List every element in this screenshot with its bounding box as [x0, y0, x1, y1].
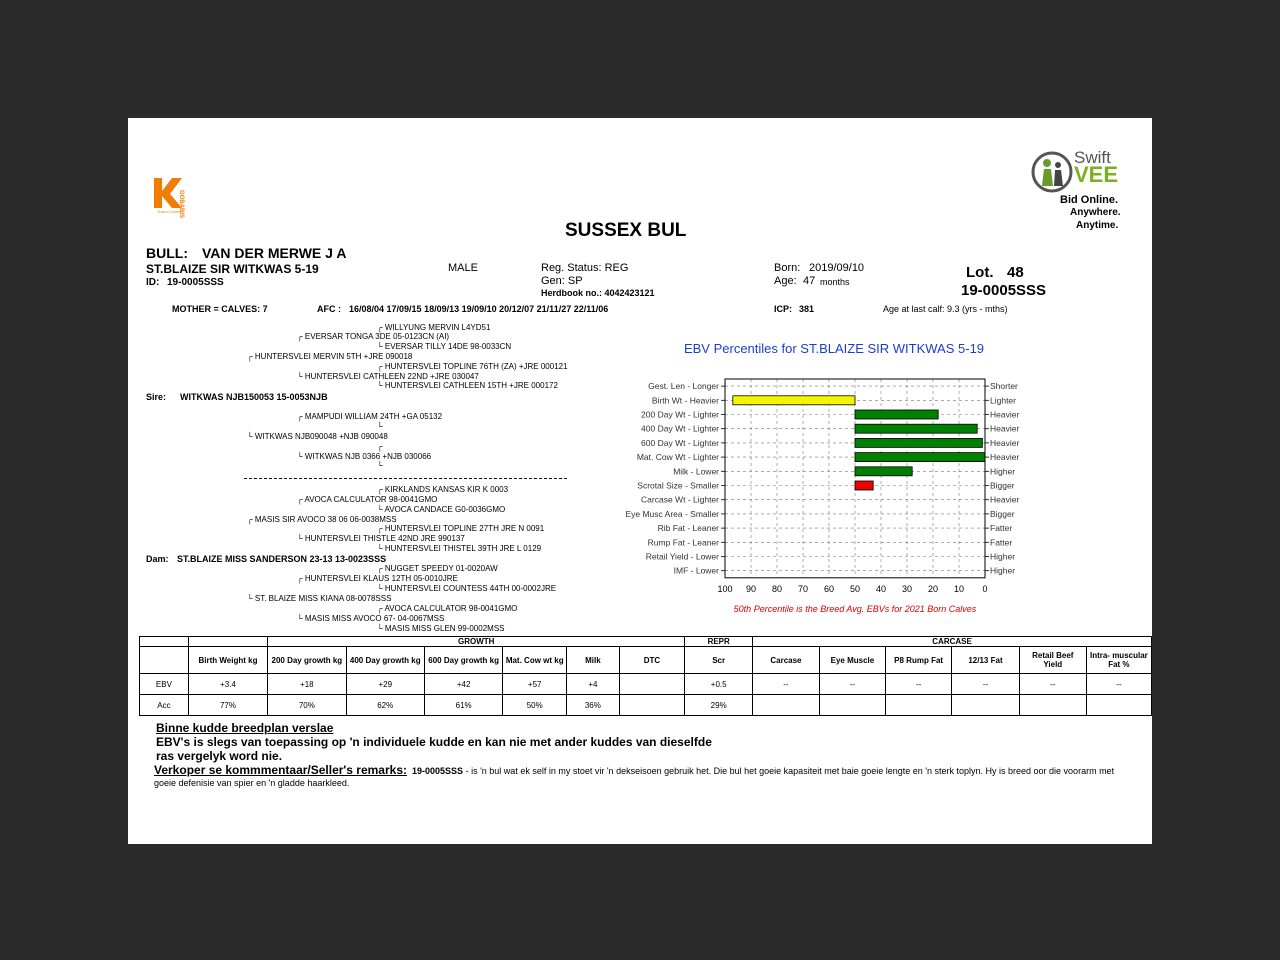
afc-label: AFC :: [317, 304, 341, 314]
ebv-table: [139, 636, 1152, 716]
age-label: Age:: [774, 275, 797, 287]
pedigree-entry: └ MASIS MISS AVOCO 67- 04-0067MSS: [297, 614, 445, 623]
table-cell: --: [886, 674, 952, 695]
table-row-label: EBV: [140, 674, 189, 695]
table-cell: [886, 695, 952, 716]
table-column-header: 12/13 Fat: [952, 647, 1020, 674]
herdbook-no: Herdbook no.: 4042423121: [541, 288, 655, 298]
pedigree-entry: └ ST. BLAIZE MISS KIANA 08-0078SSS: [247, 594, 392, 603]
table-cell: [819, 695, 885, 716]
table-cell: 77%: [188, 695, 267, 716]
table-cell: +0.5: [685, 674, 753, 695]
pedigree-entry: └: [377, 422, 383, 431]
bull-label: BULL:: [146, 245, 188, 261]
chart-category-label: IMF - Lower: [673, 565, 719, 576]
chart-category-right-label: Heavier: [990, 409, 1020, 420]
logo-tagline-3: Anytime.: [1076, 220, 1119, 231]
chart-x-tick-label: 40: [875, 583, 887, 594]
chart-category-label: 400 Day Wt - Lighter: [641, 423, 719, 434]
age-last-calf: Age at last calf: 9.3 (yrs - mths): [883, 304, 1008, 314]
remarks-text: - is 'n bul wat ek self in my stoet vir 'n dekseisoen gebruik het. Die bul het goeie kapasiteit met baie goeie lengte en 'n sterk toplyn. Hy is breed oor die voorarm met goeie defenisie van spier en 'n gladde haarkleed.: [154, 766, 1115, 788]
swiftvee-emblem-icon: [1030, 150, 1074, 194]
table-column-header: P8 Rump Fat: [886, 647, 952, 674]
icp-label: ICP:: [774, 304, 792, 314]
chart-category-label: Scrotal Size - Smaller: [637, 480, 719, 491]
afc-values: 16/08/04 17/09/15 18/09/13 19/09/10 20/12/07 21/11/27 22/11/06: [349, 304, 609, 314]
table-cell: [619, 674, 685, 695]
table-group-header: CARCASE: [753, 637, 1152, 647]
sex: MALE: [448, 262, 478, 274]
table-cell: 36%: [567, 695, 620, 716]
pedigree-entry: ┌ NUGGET SPEEDY 01-0020AW: [377, 564, 498, 573]
born-label: Born:: [774, 262, 801, 274]
lot-label: Lot.: [966, 264, 994, 281]
chart-category-right-label: Heavier: [990, 423, 1020, 434]
table-column-header: Scr: [685, 647, 753, 674]
age-value: 47: [803, 275, 816, 287]
pedigree-entry: └ HUNTERSVLEI THISTLE 42ND JRE 990137: [297, 534, 465, 543]
sire-name: WITKWAS NJB150053 15-0053NJB: [180, 392, 328, 402]
lot-number: 48: [1007, 264, 1024, 281]
chart-category-label: Rib Fat - Leaner: [657, 523, 719, 534]
pedigree-entry: └ EVERSAR TILLY 14DE 98-0033CN: [377, 342, 512, 351]
table-cell: +42: [424, 674, 502, 695]
pedigree-entry: ┌ MASIS SIR AVOCO 38 06 06-0038MSS: [247, 515, 397, 524]
remarks-label: Verkoper se kommmentaar/Seller's remarks:: [154, 763, 407, 777]
pedigree-entry: └ WITKWAS NJB090048 +NJB 090048: [247, 432, 388, 441]
table-column-header: Retail Beef Yield: [1019, 647, 1086, 674]
table-cell: 50%: [503, 695, 567, 716]
chart-x-tick-label: 10: [953, 583, 965, 594]
table-cell: [140, 637, 189, 647]
chart-category-label: Birth Wt - Heavier: [651, 395, 719, 406]
chart-category-label: 200 Day Wt - Lighter: [641, 409, 719, 420]
chart-x-tick-label: 30: [901, 583, 913, 594]
chart-category-right-label: Higher: [990, 551, 1016, 562]
table-column-header: 600 Day growth kg: [424, 647, 502, 674]
table-cell: +57: [503, 674, 567, 695]
pedigree-entry: ┌ KIRKLANDS KANSAS KIR K 0003: [377, 485, 509, 494]
age-unit: months: [820, 277, 850, 287]
ebv-chart-svg: [598, 336, 1068, 621]
table-cell: +18: [268, 674, 346, 695]
logo-swift: Swift: [1074, 148, 1111, 167]
table-cell: --: [819, 674, 885, 695]
table-cell: [1019, 695, 1086, 716]
chart-category-right-label: Fatter: [990, 537, 1013, 548]
table-row-label: Acc: [140, 695, 189, 716]
pedigree-entry: └ HUNTERSVLEI COUNTESS 44TH 00-0002JRE: [377, 584, 557, 593]
sire-label: Sire:: [146, 392, 167, 402]
pedigree-entry: ┌: [377, 442, 383, 451]
table-column-header: DTC: [619, 647, 685, 674]
table-column-header: 200 Day growth kg: [268, 647, 346, 674]
owner-name: VAN DER MERWE J A: [202, 245, 347, 261]
chart-category-label: Retail Yield - Lower: [645, 551, 719, 562]
pedigree-entry: ┌ WILLYUNG MERVIN L4YD51: [377, 323, 491, 332]
table-cell: 29%: [685, 695, 753, 716]
table-column-header: Intra- muscular Fat %: [1086, 647, 1151, 674]
chart-category-label: Rump Fat - Leaner: [647, 537, 719, 548]
ebv-chart: [598, 336, 1068, 626]
table-cell: --: [952, 674, 1020, 695]
table-cell: [188, 637, 267, 647]
pedigree-entry: └ HUNTERSVLEI CATHLEEN 22ND +JRE 030047: [297, 372, 479, 381]
animal-id: 19-0005SSS: [167, 277, 224, 288]
logo-vee: VEE: [1074, 162, 1119, 187]
table-cell: +4: [567, 674, 620, 695]
chart-category-right-label: Bigger: [990, 480, 1015, 491]
logo-brand: GOBABIS: [178, 190, 184, 219]
table-column-header: Mat. Cow wt kg: [503, 647, 567, 674]
pedigree-entry: ┌ AVOCA CALCULATOR 98-0041GMO: [377, 604, 518, 613]
chart-category-right-label: Lighter: [990, 395, 1016, 406]
table-cell: --: [1019, 674, 1086, 695]
chart-x-tick-label: 60: [823, 583, 835, 594]
table-cell: --: [1086, 674, 1151, 695]
dam-name: ST.BLAIZE MISS SANDERSON 23-13 13-0023SSS: [177, 554, 387, 564]
pedigree-entry: └ HUNTERSVLEI THISTEL 39TH JRE L 0129: [377, 544, 542, 553]
chart-category-label: Carcase Wt - Lighter: [641, 494, 719, 505]
pedigree-entry: ┌ MAMPUDI WILLIAM 24TH +GA 05132: [297, 412, 443, 421]
remarks-id: 19-0005SSS: [412, 766, 464, 776]
chart-category-label: 600 Day Wt - Lighter: [641, 437, 719, 448]
pedigree-entry: ┌ HUNTERSVLEI TOPLINE 27TH JRE N 0091: [377, 524, 545, 533]
table-cell: [140, 647, 189, 674]
notes-heading: Binne kudde breedplan verslae: [156, 721, 334, 735]
chart-bar: [855, 481, 873, 490]
chart-category-right-label: Fatter: [990, 523, 1013, 534]
chart-title: EBV Percentiles for ST.BLAIZE SIR WITKWAS 5-19: [683, 341, 985, 356]
chart-x-tick-label: 100: [717, 583, 733, 594]
seller-remarks: [154, 764, 1134, 789]
chart-bar: [733, 396, 855, 405]
table-cell: [619, 695, 685, 716]
chart-category-label: Eye Musc Area - Smaller: [625, 508, 719, 519]
document-page: [128, 118, 1152, 844]
gobabis-logo: [152, 176, 202, 219]
chart-category-label: Milk - Lower: [673, 466, 719, 477]
pedigree-entry: └ AVOCA CANDACE G0-0036GMO: [377, 505, 506, 514]
lot-id: 19-0005SSS: [961, 282, 1047, 299]
table-group-row: [140, 637, 1152, 647]
chart-category-right-label: Heavier: [990, 494, 1020, 505]
icp-value: 381: [799, 304, 815, 314]
table-column-header: Birth Weight kg: [188, 647, 267, 674]
table-cell: [753, 695, 820, 716]
pedigree-entry: ┌ AVOCA CALCULATOR 98-0041GMO: [297, 495, 438, 504]
gen: Gen: SP: [541, 275, 583, 287]
pedigree-entry: ┌ HUNTERSVLEI MERVIN 5TH +JRE 090018: [247, 352, 413, 361]
mother-calves: MOTHER = CALVES: 7: [172, 304, 268, 314]
chart-x-tick-label: 90: [745, 583, 757, 594]
chart-footnote: 50th Percentile is the Breed Avg. EBVs for 2021 Born Calves: [733, 604, 977, 614]
reg-status: Reg. Status: REG: [541, 262, 629, 274]
animal-name: ST.BLAIZE SIR WITKWAS 5-19: [146, 262, 319, 276]
table-row: [140, 695, 1152, 716]
table-cell: [1086, 695, 1151, 716]
pedigree-entry: └ HUNTERSVLEI CATHLEEN 15TH +JRE 000172: [377, 381, 558, 390]
notes-line-1: EBV's is slegs van toepassing op 'n individuele kudde en kan nie met ander kuddes van dieselfde: [156, 735, 712, 749]
chart-x-tick-label: 50: [849, 583, 861, 594]
table-cell: +3.4: [188, 674, 267, 695]
table-cell: 61%: [424, 695, 502, 716]
swiftvee-logo: [1030, 148, 1120, 238]
logo-caption: Karoo Ochse: [158, 209, 182, 214]
notes-line-2: ras vergelyk word nie.: [156, 749, 283, 763]
table-group-header: GROWTH: [268, 637, 685, 647]
pedigree-divider: [244, 478, 567, 479]
table-row: [140, 674, 1152, 695]
id-label: ID:: [146, 277, 160, 288]
chart-bar: [855, 438, 982, 447]
pedigree-entry: └: [377, 461, 383, 470]
table-cell: +29: [346, 674, 424, 695]
pedigree-entry: ┌ EVERSAR TONGA 3DE 05-0123CN (AI): [297, 332, 450, 341]
table-column-header: 400 Day growth kg: [346, 647, 424, 674]
page-title: SUSSEX BUL: [565, 220, 687, 241]
chart-bar: [855, 453, 985, 462]
chart-bar: [855, 424, 977, 433]
chart-x-tick-label: 20: [927, 583, 939, 594]
chart-x-tick-label: 80: [771, 583, 783, 594]
chart-category-label: Gest. Len - Longer: [648, 381, 719, 392]
chart-category-right-label: Heavier: [990, 452, 1020, 463]
logo-tagline-2: Anywhere.: [1070, 207, 1121, 218]
table-column-header: Eye Muscle: [819, 647, 885, 674]
pedigree-entry: └ MASIS MISS GLEN 99-0002MSS: [377, 624, 505, 633]
table-column-header: Milk: [567, 647, 620, 674]
table-cell: --: [753, 674, 820, 695]
chart-bar: [855, 467, 912, 476]
table-cell: 70%: [268, 695, 346, 716]
chart-category-right-label: Higher: [990, 466, 1016, 477]
chart-category-right-label: Shorter: [990, 381, 1018, 392]
born-date: 2019/09/10: [809, 262, 865, 274]
pedigree-entry: ┌ HUNTERSVLEI KLAUS 12TH 05-0010JRE: [297, 574, 458, 583]
pedigree-entry: └ WITKWAS NJB 0366 +NJB 030066: [297, 452, 432, 461]
pedigree-entry: ┌ HUNTERSVLEI TOPLINE 76TH (ZA) +JRE 000121: [377, 362, 568, 371]
table-cell: 62%: [346, 695, 424, 716]
chart-x-tick-label: 0: [982, 583, 988, 594]
chart-category-label: Mat. Cow Wt - Lighter: [636, 452, 719, 463]
table-group-header: REPR: [685, 637, 753, 647]
chart-x-tick-label: 70: [797, 583, 809, 594]
table-header-row: [140, 647, 1152, 674]
chart-category-right-label: Bigger: [990, 508, 1015, 519]
dam-label: Dam:: [146, 554, 169, 564]
table-cell: [952, 695, 1020, 716]
logo-tagline-1: Bid Online.: [1060, 194, 1119, 206]
chart-category-right-label: Heavier: [990, 437, 1020, 448]
chart-bar: [855, 410, 938, 419]
chart-category-right-label: Higher: [990, 565, 1016, 576]
table-column-header: Carcase: [753, 647, 820, 674]
